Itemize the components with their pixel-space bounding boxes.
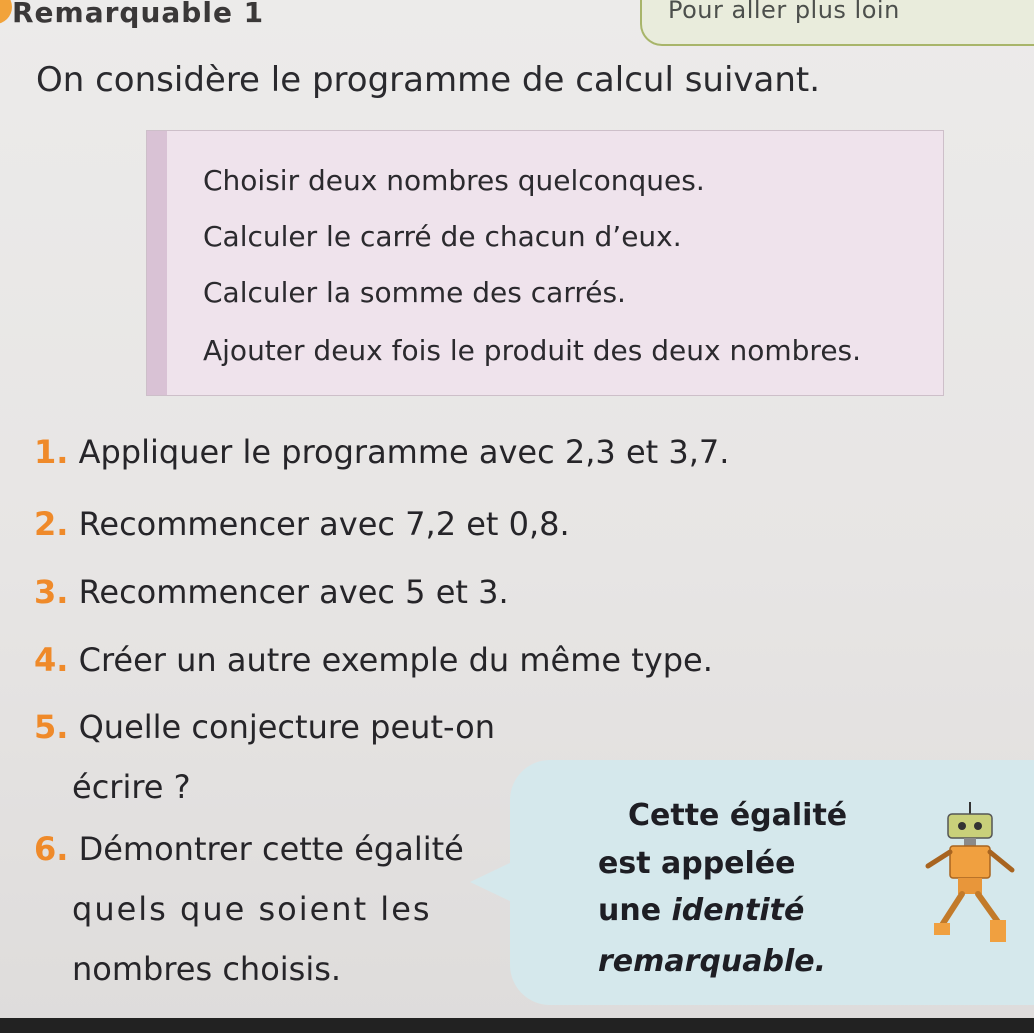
robot-mascot-icon bbox=[920, 800, 1020, 950]
bottom-edge bbox=[0, 1018, 1034, 1033]
question-6-continued: quels que soient les bbox=[72, 890, 432, 928]
question-2 bbox=[34, 505, 570, 543]
question-text: Recommencer avec 7,2 et 0,8. bbox=[78, 505, 570, 543]
program-step: Calculer le carré de chacun d’eux. bbox=[203, 220, 682, 253]
question-number: 2. bbox=[34, 505, 69, 543]
question-text: Recommencer avec 5 et 3. bbox=[78, 573, 509, 611]
question-text: Appliquer le programme avec 2,3 et 3,7. bbox=[78, 433, 730, 471]
question-number: 3. bbox=[34, 573, 69, 611]
bubble-text bbox=[598, 893, 804, 928]
program-step: Ajouter deux fois le produit des deux nombres. bbox=[203, 334, 862, 367]
program-box-accent-bar bbox=[147, 131, 167, 395]
bubble-text: Cette égalité bbox=[628, 798, 848, 833]
bubble-text: remarquable. bbox=[598, 944, 827, 979]
header-bullet-icon bbox=[0, 0, 12, 24]
section-tab-label: Pour aller plus loin bbox=[668, 0, 900, 24]
question-1 bbox=[34, 433, 729, 471]
question-text: Quelle conjecture peut-on bbox=[78, 708, 495, 746]
question-4 bbox=[34, 641, 713, 679]
question-3 bbox=[34, 573, 509, 611]
intro-text: On considère le programme de calcul suivant. bbox=[36, 60, 821, 100]
program-step: Calculer la somme des carrés. bbox=[203, 276, 626, 309]
question-5-continued: écrire ? bbox=[72, 768, 191, 806]
question-number: 6. bbox=[34, 830, 69, 868]
exercise-title: Remarquable 1 bbox=[12, 0, 265, 29]
question-number: 5. bbox=[34, 708, 69, 746]
bubble-text-prefix: une bbox=[598, 893, 672, 928]
speech-bubble-tail bbox=[470, 860, 516, 904]
question-6-continued: nombres choisis. bbox=[72, 950, 342, 988]
question-text: Créer un autre exemple du même type. bbox=[78, 641, 713, 679]
question-6 bbox=[34, 830, 464, 868]
program-step: Choisir deux nombres quelconques. bbox=[203, 164, 705, 197]
calculation-program-box bbox=[146, 130, 944, 396]
question-5 bbox=[34, 708, 495, 746]
section-tab bbox=[640, 0, 1034, 46]
question-text: Démontrer cette égalité bbox=[78, 830, 464, 868]
question-number: 1. bbox=[34, 433, 69, 471]
bubble-text-emphasis: identité bbox=[671, 893, 805, 928]
question-number: 4. bbox=[34, 641, 69, 679]
bubble-text: est appelée bbox=[598, 846, 796, 881]
